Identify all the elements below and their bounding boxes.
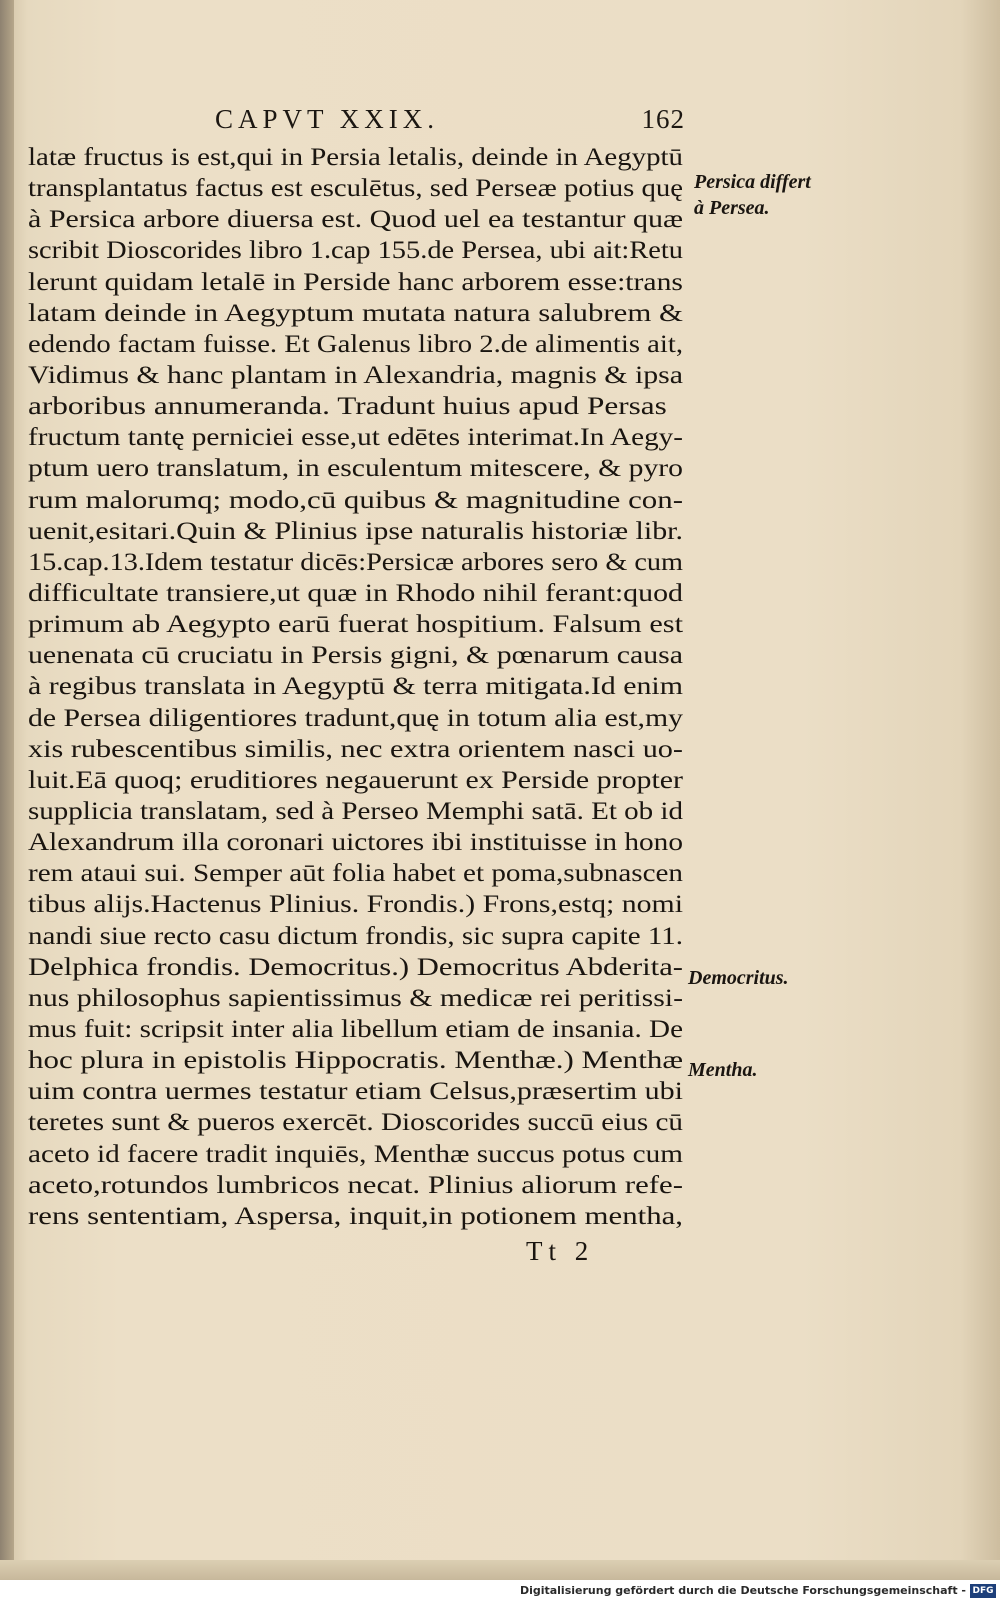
text-line: scribit Dioscorides libro 1.cap 155.de Persea, ubi ait:Retu <box>28 237 683 265</box>
text-line: aceto id facere tradit inquiēs, Menthæ succus potus cum <box>28 1140 683 1168</box>
binding-gutter <box>0 0 14 1580</box>
signature-mark: Tt 2 <box>526 1236 595 1266</box>
text-line: uenenata cū cruciatu in Persis gigni, & pœnarum causa <box>28 642 683 670</box>
text-line: edendo factam fuisse. Et Galenus libro 2.de alimentis ait, <box>28 330 683 358</box>
page-bottom-edge <box>0 1560 1000 1580</box>
marginal-note-mentha: Mentha. <box>688 1059 758 1081</box>
text-line: rem ataui sui. Semper aūt folia habet et poma,subnascen <box>28 860 683 888</box>
text-line: Vidimus & hanc plantam in Alexandria, magnis & ipsa <box>28 361 683 389</box>
body-text <box>28 142 698 1232</box>
text-line: latam deinde in Aegyptum mutata natura salubrem & <box>28 299 683 327</box>
chapter-heading: CAPVT XXIX. <box>215 104 440 134</box>
funding-credit: Digitalisierung gefördert durch die Deutsche Forschungsgemeinschaft - <box>519 1584 966 1597</box>
marginal-note-democritus: Democritus. <box>688 967 789 989</box>
text-line: nandi siue recto casu dictum frondis, sic supra capite 11. <box>28 922 683 950</box>
text-line: latæ fructus is est,qui in Persia letalis, deinde in Aegyptū <box>28 144 683 171</box>
text-line: aceto,rotundos lumbricos necat. Plinius aliorum refe- <box>28 1171 683 1199</box>
text-line: teretes sunt & pueros exercēt. Dioscorides succū eius cū <box>28 1109 683 1137</box>
text-line: Alexandrum illa coronari uictores ibi instituisse in hono <box>28 829 683 857</box>
text-line: 15.cap.13.Idem testatur dicēs:Persicæ arbores sero & cum <box>28 548 683 576</box>
text-line: transplantatus factus est esculētus, sed Perseæ potius quę <box>28 175 683 203</box>
text-line: mus fuit: scripsit inter alia libellum etiam de insania. De <box>28 1015 683 1043</box>
text-line: Delphica frondis. Democritus.) Democritus Abderita- <box>28 953 683 981</box>
text-line: rens sententiam, Aspersa, inquit,in potionem mentha, <box>28 1202 683 1230</box>
text-line: uenit,esitari.Quin & Plinius ipse naturalis historiæ libr. <box>28 517 683 545</box>
text-line: ptum uero translatum, in esculentum mitescere, & pyro <box>28 455 683 483</box>
text-line: fructum tantę perniciei esse,ut edētes interimat.In Aegy- <box>28 424 683 452</box>
text-line: lerunt quidam letalē in Perside hanc arborem esse:trans <box>28 268 683 296</box>
dfg-logo-icon: DFG <box>970 1584 996 1598</box>
running-head <box>215 104 685 144</box>
text-line: nus philosophus sapientissimus & medicæ rei peritissi- <box>28 984 683 1012</box>
text-line: de Persea diligentiores tradunt,quę in totum alia est,my <box>28 704 683 732</box>
text-line: luit.Eā quoq; eruditiores negauerunt ex Perside propter <box>28 766 683 794</box>
digitization-footer <box>0 1580 1000 1604</box>
text-line: difficultate transiere,ut quæ in Rhodo nihil ferant:quod <box>28 579 683 607</box>
text-line: hoc plura in epistolis Hippocratis. Menthæ.) Menthæ <box>28 1047 683 1075</box>
text-line: à Persica arbore diuersa est. Quod uel ea testantur quæ <box>28 206 683 234</box>
text-line: xis rubescentibus similis, nec extra orientem nasci uo- <box>28 735 683 763</box>
page-number: 162 <box>641 104 685 134</box>
marginal-note-persica: Persica differt <box>694 171 811 193</box>
text-line: arboribus annumeranda. Tradunt huius apud Persas <box>28 393 667 421</box>
marginal-note-persica-cont: à Persea. <box>694 197 770 219</box>
text-line: rum malorumq; modo,cū quibus & magnitudine con- <box>28 486 683 514</box>
text-line: supplicia translatam, sed à Perseo Memphi satā. Et ob id <box>28 797 683 825</box>
text-line: à regibus translata in Aegyptū & terra mitigata.Id enim <box>28 673 683 701</box>
text-line: tibus alijs.Hactenus Plinius. Frondis.) Frons,estq; nomi <box>28 891 683 919</box>
text-line: uim contra uermes testatur etiam Celsus,præsertim ubi <box>28 1078 683 1106</box>
text-line: primum ab Aegypto earū fuerat hospitium. Falsum est <box>28 611 683 639</box>
